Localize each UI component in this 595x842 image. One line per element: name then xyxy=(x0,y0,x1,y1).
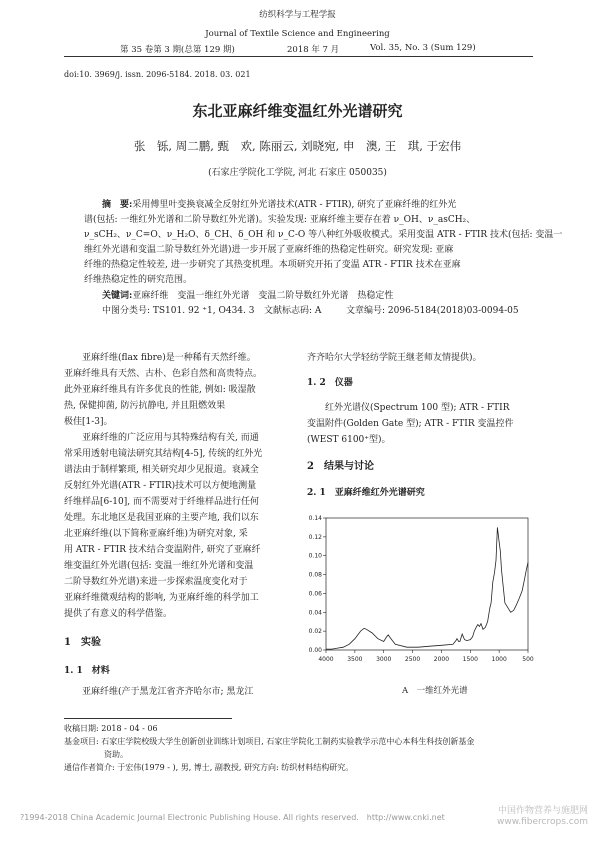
header-rule xyxy=(64,56,533,57)
abstract: 摘 要:采用傅里叶变换衰减全反射红外光谱技术(ATR - FTIR), 研究了亚麻纤维的红外光 谱(包括: 一维红外光谱和二阶导数红外光谱)。实验发现: 亚麻纤维主要存在着 ν_OH、ν_asCH₂、 ν_sCH₂、ν_C=O、ν_H₂O、δ_CH、δ_OH 和 ν_C-O 等八种红外吸收模式。采用变温 ATR - FTIR 技术(包括: 变温一 维红外光谱和变温二阶导数红外光谱)进一步开展了亚麻纤维的热稳定性研究。研究发现: 亚麻 纤维的热稳定性较差, 进一步研究了其热变机理。本项研究开拓了变温 ATR - FTIR 技术在亚麻 纤维热稳定性的研究范围。 关键词:亚麻纤维 变温一维红外光谱 变温二阶导数红外光谱 热稳定性 中图分类号: TS101. 92 ⁺1, O434. 3 文献标志码: A 文章编号: 2096-5184(2018)03-0094-05 xyxy=(84,198,522,319)
section-1-heading: 1 实验 xyxy=(64,637,101,648)
x-tick-label: 4000 xyxy=(318,656,334,663)
section-2-heading: 2 结果与讨论 xyxy=(307,461,374,472)
footnote-rule xyxy=(64,718,232,719)
classification xyxy=(84,304,522,319)
x-tick-label: 3000 xyxy=(376,656,392,663)
section-2-1-heading: 2. 1 亚麻纤维红外光谱研究 xyxy=(307,488,425,498)
chart-axes xyxy=(326,518,528,650)
y-tick-label: 0.04 xyxy=(308,609,322,617)
received-date: 收稿日期: 2018 - 04 - 06 xyxy=(64,724,158,733)
x-tick-label: 2500 xyxy=(404,656,421,663)
chart-ticks xyxy=(309,515,534,663)
y-tick-label: 0.06 xyxy=(308,590,322,598)
author-info: 通信作者简介: 于宏伟(1979 - ), 男, 博士, 副教授, 研究方向: 纺织材料结构研究。 xyxy=(64,763,354,772)
article-number: 文章编号: 2096-5184(2018)03-0094-05 xyxy=(346,306,519,316)
x-tick-label: 2000 xyxy=(433,656,450,663)
instruments-paragraph: 红外光谱仪(Spectrum 100 型); ATR - FTIR 变温附件(Golden Gate 型); ATR - FTIR 变温控件 (WEST 6100⁺型)。 xyxy=(307,403,514,445)
y-tick-label: 0.08 xyxy=(308,571,322,579)
keywords: 关键词:亚麻纤维 变温一维红外光谱 变温二阶导数红外光谱 热稳定性 xyxy=(102,291,394,301)
copyright-footer: ?1994-2018 China Academic Journal Electronic Publishing House. All rights reserved. http://www.cnki.net xyxy=(20,813,445,822)
spectrum-line xyxy=(326,527,528,649)
intro-paragraph-2: 亚麻纤维的广泛应用与其特殊结构有关, 而通 常采用透射电镜法研究其结构[4-5], 传统的红外光 谱法由于制样繁琐, 相关研究却少见报道。衰减全 反射红外光谱(ATR - FTIR)技术可以方便地测量 纤维样品[6-10], 而不需要对于纤维样品进行任何 处理。东北地区是我国亚麻的主要产地, 我们以东 北亚麻纤维(以下简称亚麻纤维)为研究对象, 采 用 ATR - FTIR 技术结合变温附件, 研究了亚麻纤 维变温红外光谱(包括: 变温一维红外光谱和变温 二阶导数红外光谱)来进一步探索温度变化对于 亚麻纤维微观结构的影响, 为亚麻纤维的科学加工 提供了有意义的科学借鉴。 xyxy=(64,433,263,619)
issue-cn: 第 35 卷第 3 期(总第 129 期) xyxy=(120,45,235,55)
page-title: 东北亚麻纤维变温红外光谱研究 xyxy=(192,102,403,120)
footnotes: 收稿日期: 2018 - 04 - 06 基金项目: 石家庄学院校级大学生创新创业训练计划项目, 石家庄学院化工制药实验教学示范中心本科生科技创新基金 资助。 通信作者简介: 于宏伟(1979 - ), 男, 博士, 副教授, 研究方向: 纺织材料结构研究。 xyxy=(64,722,544,774)
materials-continued: 齐齐哈尔大学轻纺学院王继老师友情提供)。 xyxy=(307,353,482,363)
doi: doi:10. 3969/j. issn. 2096-5184. 2018. 03. 021 xyxy=(64,70,251,79)
affiliation: (石家庄学院化工学院, 河北 石家庄 050035) xyxy=(208,168,387,178)
document-code: 文献标志码: A xyxy=(264,306,322,316)
x-tick-label: 1500 xyxy=(462,656,478,663)
fund-info: 基金项目: 石家庄学院校级大学生创新创业训练计划项目, 石家庄学院化工制药实验教学示范中心本科生科技创新基金 xyxy=(64,737,475,746)
date-cn: 2018 年 7 月 xyxy=(287,45,340,55)
journal-name-en: Journal of Textile Science and Engineering xyxy=(205,29,390,39)
y-tick-label: 0.00 xyxy=(308,647,322,654)
abstract-label: 摘 要: xyxy=(102,200,133,210)
left-column xyxy=(64,350,292,700)
y-tick-label: 0.10 xyxy=(308,552,322,560)
authors: 张 铄, 周二鹏, 甄 欢, 陈丽云, 刘晓宛, 申 澳, 王 琪, 于宏伟 xyxy=(133,139,462,153)
figure-caption: A 一维红外光谱 xyxy=(402,686,468,696)
right-column xyxy=(307,350,535,500)
y-tick-label: 0.02 xyxy=(308,628,322,636)
issue-en: Vol. 35, No. 3 (Sum 129) xyxy=(370,43,476,53)
section-1-1-heading: 1. 1 材料 xyxy=(64,666,110,676)
journal-name-cn: 纺织科学与工程学报 xyxy=(259,10,336,20)
keywords-label: 关键词: xyxy=(102,291,133,301)
plot-frame xyxy=(326,518,528,650)
x-tick-label: 3500 xyxy=(347,656,363,663)
clc-number: 中图分类号: TS101. 92 ⁺1, O434. 3 xyxy=(102,306,255,316)
y-tick-label: 0.12 xyxy=(308,533,322,541)
watermark: 中国作物营养与施肥网 www.fibercrops.com xyxy=(497,806,588,827)
x-tick-label: 500 xyxy=(522,656,534,663)
y-tick-label: 0.14 xyxy=(308,515,322,522)
ir-spectrum-chart xyxy=(300,512,540,672)
section-1-2-heading: 1. 2 仪器 xyxy=(307,378,353,388)
materials-paragraph: 亚麻纤维(产于黑龙江省齐齐哈尔市; 黑龙江 xyxy=(82,687,254,697)
intro-paragraph-1: 亚麻纤维(flax fibre)是一种稀有天然纤维。 亚麻纤维具有天然、古朴、色彩自然和高贵特点。 此外亚麻纤维具有许多优良的性能, 例如: 吸湿散 热, 保健抑菌, 防污抗静电, 并且阻燃效果 极佳[1-3]。 xyxy=(64,353,263,427)
x-tick-label: 1000 xyxy=(491,656,507,663)
